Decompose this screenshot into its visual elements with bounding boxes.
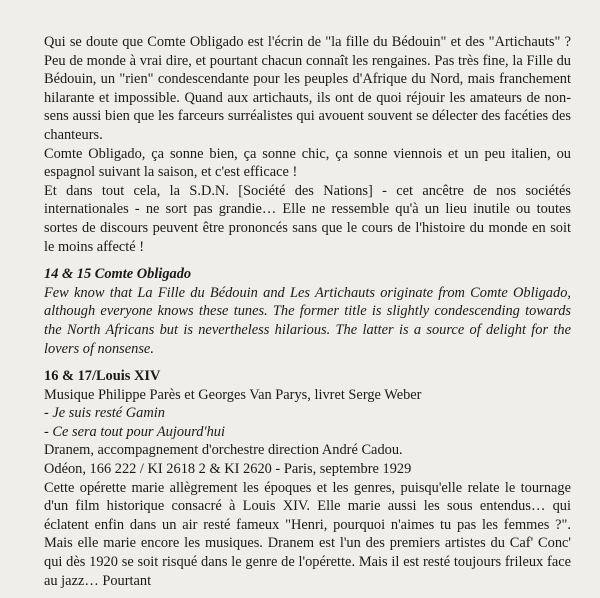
catalog-info: Odéon, 166 222 / KI 2618 2 & KI 2620 - Paris, septembre 1929 — [44, 461, 412, 478]
intro-paragraph-3: Et dans tout cela, la S.D.N. [Société des Nations] - cet ancêtre de nos sociétés internationales - ne sort pas grandie… Elle ne ressemble qu'à un lieu inutile ou toutes sortes de discours peuvent être prononcés sans que le cours de l'histoire du monde en soit le moins affecté ! — [44, 182, 571, 255]
intro-paragraph-2: Comte Obligado, ça sonne bien, ça sonne chic, ça sonne viennois et un peu italien, ou espagnol suivant la saison, et c'est efficace ! — [44, 145, 571, 181]
section-16-17-text: Cette opérette marie allègrement les époques et les genres, puisqu'elle relate le tournage d'un film historique consacré à Louis XIV. Elle marie aussi les sous entendus… qui éclatent enfin dans un air resté fameux "Henri, pourquoi n'aimes tu pas les femmes ?". Mais elle marie encore les musiques. Dranem est l'un des premiers artistes du Caf' Conc' qui dès 1920 se soit risqué dans le genre de l'opérette. Mais il est resté toujours frileux face au jazz… Pourtant — [44, 479, 571, 589]
performer-credit: Dranem, accompagnement d'orchestre direction André Cadou. — [44, 442, 403, 459]
section-14-15-text: Few know that La Fille du Bédouin and Les Artichauts originate from Comte Obligado, although everyone knows these tunes. The former title is slightly condescending towards the North Africans but is nevertheless hilarious. The latter is a source of delight for the lovers of nonsense. — [44, 284, 571, 357]
intro-paragraph-1: Qui se doute que Comte Obligado est l'écrin de "la fille du Bédouin" et des "Artichauts" ? Peu de monde à vrai dire, et pourtant chacun connaît les rengaines. Pas très fine, la Fille du Bédouin, un "rien" condescendante pour les peuples d'Afrique du Nord, mais franchement hilarante et impossible. Quand aux artichauts, ils ont de quoi réjouir les amateurs de non-sens aussi bien que les farceurs surréalistes qui avouent souvent se délecter des facéties des chanteurs. — [44, 34, 571, 143]
section-14-15-heading: 14 & 15 Comte Obligado — [44, 266, 192, 283]
french-intro — [44, 33, 571, 256]
song-title-2: - Ce sera tout pour Aujourd'hui — [44, 423, 225, 440]
section-16-17-heading: 16 & 17/Louis XIV — [44, 368, 161, 385]
section-16-17 — [44, 367, 571, 590]
song-title-1: - Je suis resté Gamin — [44, 405, 165, 422]
section-14-15 — [44, 265, 571, 358]
section-16-17-credits: Musique Philippe Parès et Georges Van Parys, livret Serge Weber — [44, 386, 422, 403]
